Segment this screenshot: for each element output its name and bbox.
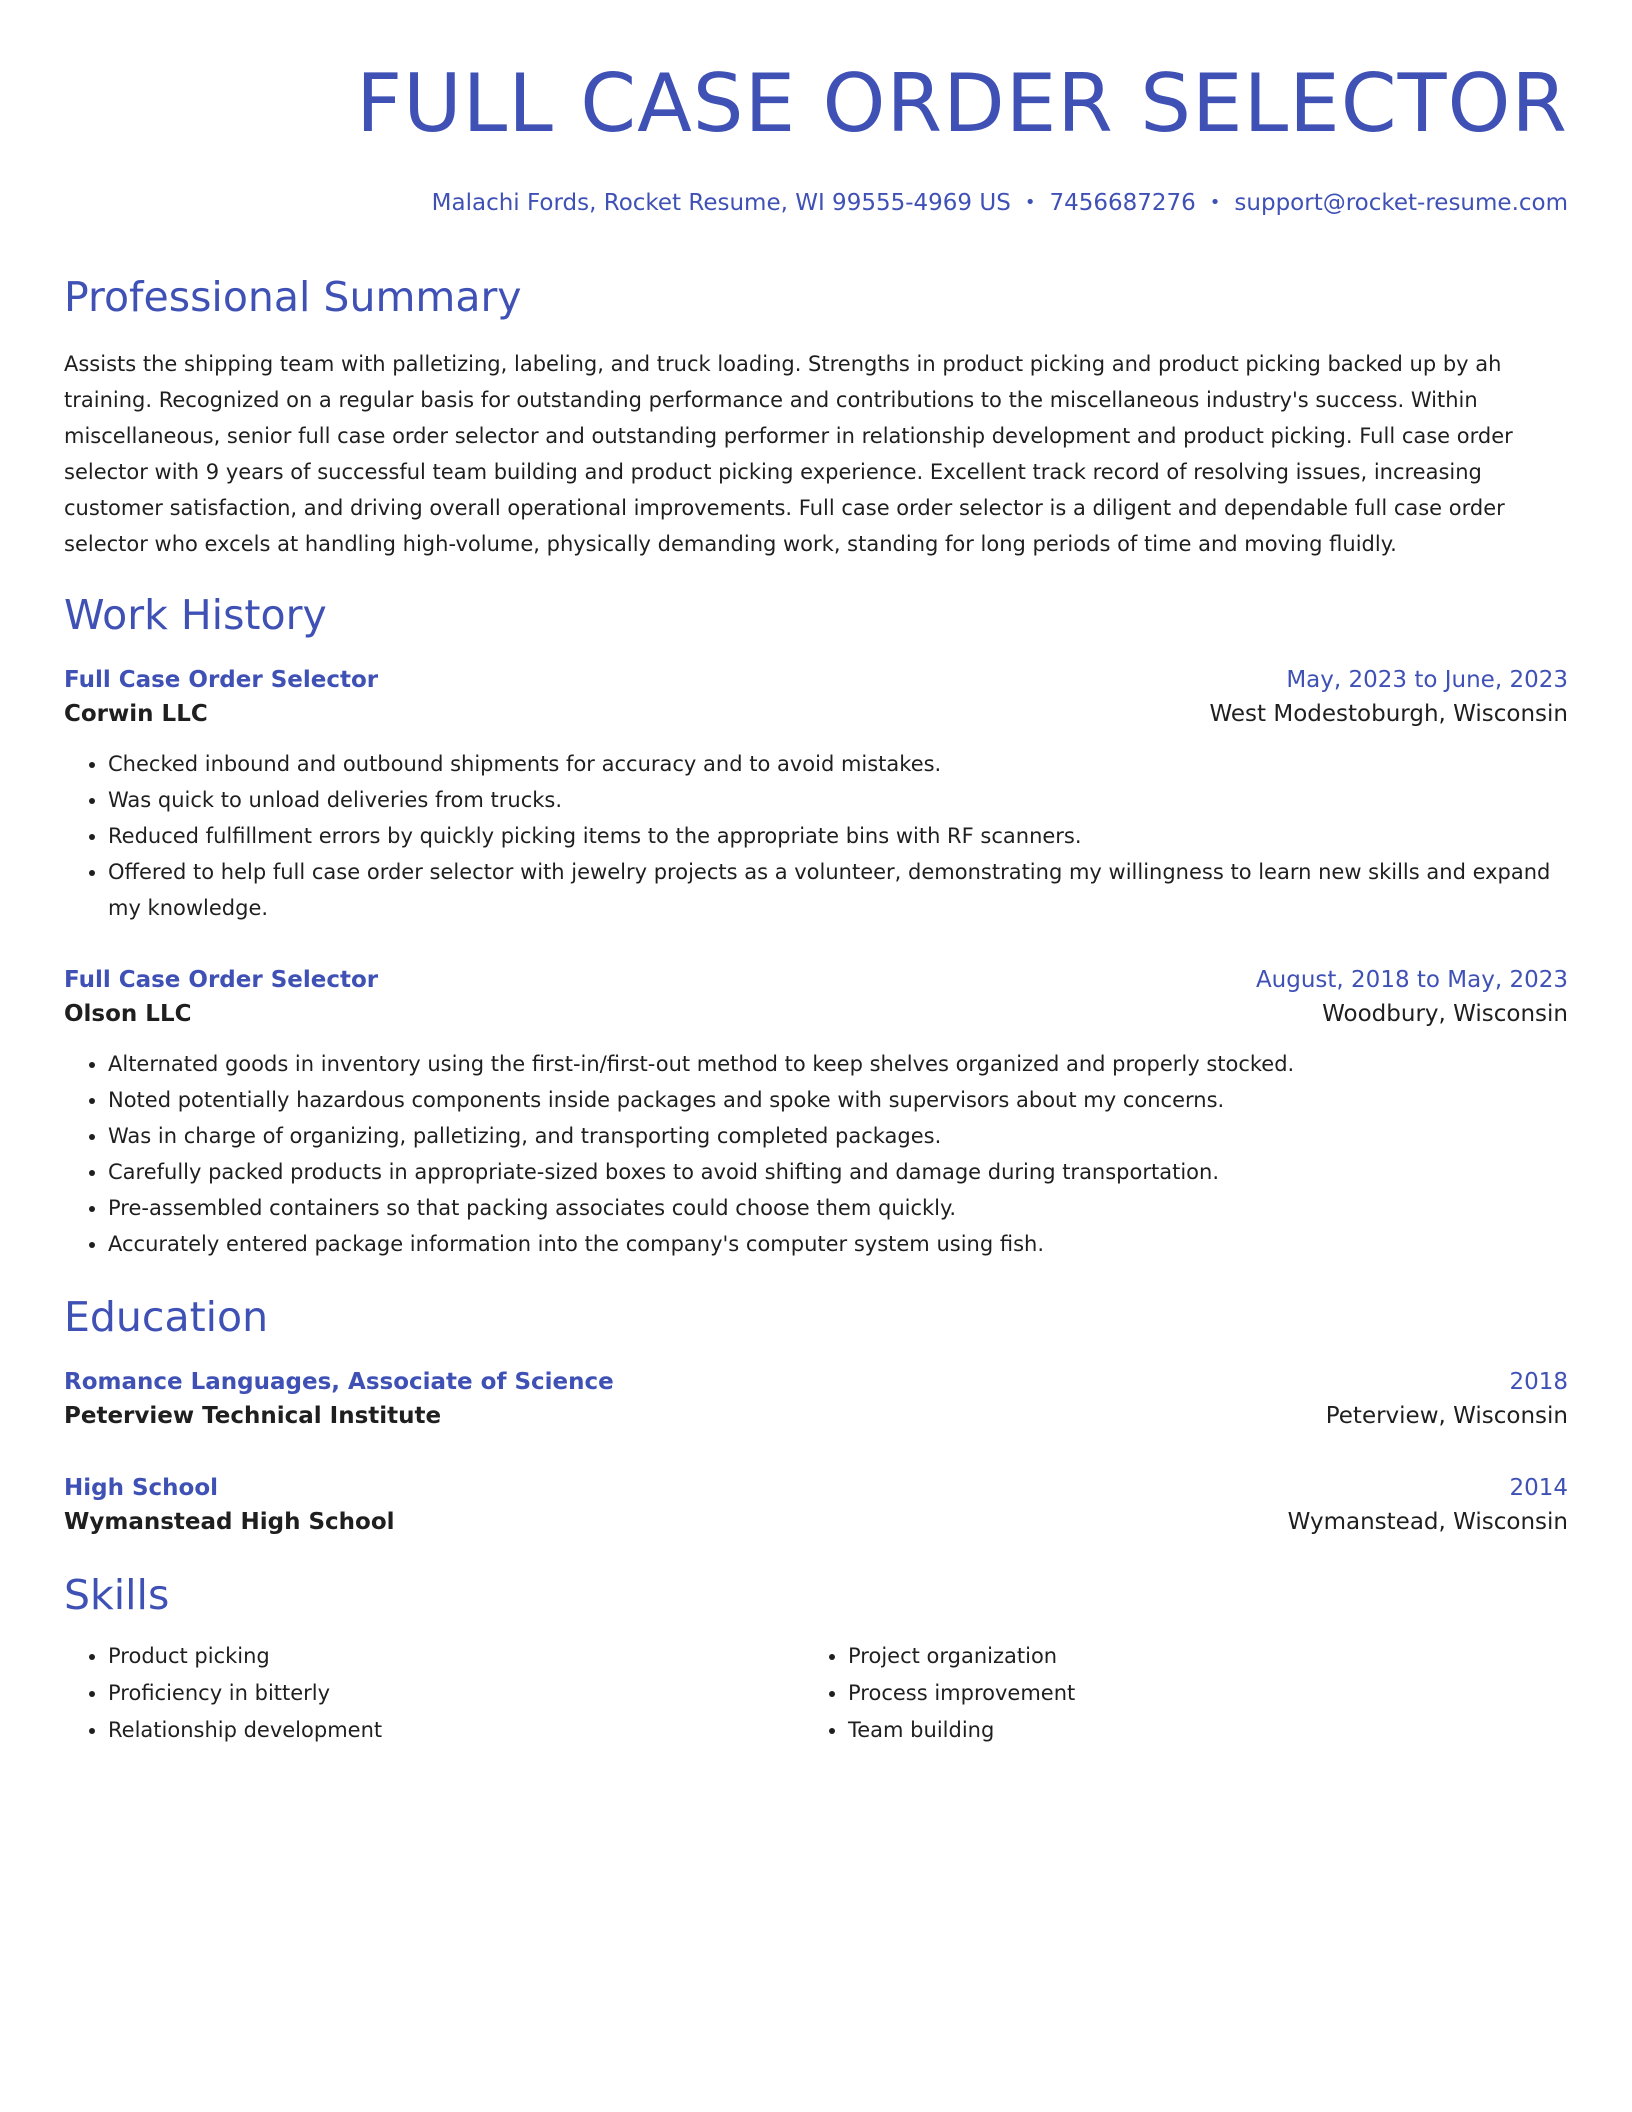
education-heading: Education <box>64 1293 269 1341</box>
contact-line <box>64 188 1568 218</box>
job-entry <box>64 664 1568 926</box>
resume-header <box>64 56 1568 218</box>
education-location: Peterview, Wisconsin <box>1325 1403 1568 1429</box>
education-degree: High School <box>64 1475 219 1501</box>
contact-email: support@rocket-resume.com <box>1234 190 1568 216</box>
job-company: Olson LLC <box>64 1001 192 1027</box>
contact-address: Malachi Fords, Rocket Resume, WI 99555-4969 US <box>431 190 1011 216</box>
education-location: Wymanstead, Wisconsin <box>1287 1509 1568 1535</box>
job-company-row <box>64 696 1568 732</box>
education-school-row <box>64 1504 1568 1540</box>
education-year: 2014 <box>1509 1475 1568 1501</box>
list-item: • Carefully packed products in appropriate-sized boxes to avoid shifting and damage during transportation. <box>108 1154 1568 1190</box>
list-item: • Alternated goods in inventory using the first-in/first-out method to keep shelves organized and properly stocked. <box>108 1046 1568 1082</box>
job-bullets <box>64 1046 1568 1262</box>
job-header-row <box>64 964 1568 996</box>
list-item: • Reduced fulfillment errors by quickly picking items to the appropriate bins with RF scanners. <box>108 818 1568 854</box>
education-degree: Romance Languages, Associate of Science <box>64 1369 614 1395</box>
job-location: West Modestoburgh, Wisconsin <box>1209 701 1568 727</box>
job-dates: May, 2023 to June, 2023 <box>1286 667 1568 693</box>
education-school: Wymanstead High School <box>64 1509 395 1535</box>
skill-item: • Proficiency in bitterly <box>108 1675 804 1712</box>
work-history-heading: Work History <box>64 591 327 639</box>
education-header-row <box>64 1472 1568 1504</box>
skills-column-left <box>64 1638 804 1749</box>
contact-phone: 7456687276 <box>1049 190 1196 216</box>
job-dates: August, 2018 to May, 2023 <box>1255 967 1568 993</box>
skill-item: • Relationship development <box>108 1712 804 1749</box>
list-item: • Was quick to unload deliveries from trucks. <box>108 782 1568 818</box>
skill-item: • Team building <box>848 1712 1544 1749</box>
job-bullets <box>64 746 1568 926</box>
list-item: • Offered to help full case order selector with jewelry projects as a volunteer, demonstrating my willingness to learn new skills and expand my knowledge. <box>108 854 1568 926</box>
list-item: • Pre-assembled containers so that packing associates could choose them quickly. <box>108 1190 1568 1226</box>
education-entry <box>64 1366 1568 1434</box>
education-school-row <box>64 1398 1568 1434</box>
skills-heading: Skills <box>64 1571 170 1619</box>
job-title: Full Case Order Selector <box>64 967 379 993</box>
skill-item: • Project organization <box>848 1638 1544 1675</box>
list-item: • Noted potentially hazardous components inside packages and spoke with supervisors about my concerns. <box>108 1082 1568 1118</box>
job-title: Full Case Order Selector <box>64 667 379 693</box>
education-school: Peterview Technical Institute <box>64 1403 442 1429</box>
summary-text: Assists the shipping team with palletizing, labeling, and truck loading. Strengths in product picking and product picking backed up by ah training. Recognized on a regular basis for outstanding performance and contributions to the miscellaneous industry's success. Within miscellaneous, senior full case order selector and outstanding performer in relationship development and product picking. Full case order selector with 9 years of successful team building and product picking experience. Excellent track record of resolving issues, increasing customer satisfaction, and driving overall operational improvements. Full case order selector is a diligent and dependable full case order selector who excels at handling high-volume, physically demanding work, standing for long periods of time and moving fluidly. <box>64 352 1513 556</box>
education-year: 2018 <box>1509 1369 1568 1395</box>
list-item: • Checked inbound and outbound shipments for accuracy and to avoid mistakes. <box>108 746 1568 782</box>
job-company: Corwin LLC <box>64 701 208 727</box>
skill-item: • Process improvement <box>848 1675 1544 1712</box>
list-item: • Was in charge of organizing, palletizing, and transporting completed packages. <box>108 1118 1568 1154</box>
skills-list <box>64 1638 1568 1749</box>
education-entry <box>64 1472 1568 1540</box>
job-header-row <box>64 664 1568 696</box>
job-company-row <box>64 996 1568 1032</box>
list-item: • Accurately entered package information into the company's computer system using fish. <box>108 1226 1568 1262</box>
skills-column-right <box>804 1638 1544 1749</box>
job-entry <box>64 964 1568 1262</box>
contact-separator: • <box>1209 192 1221 213</box>
job-location: Woodbury, Wisconsin <box>1322 1001 1568 1027</box>
candidate-name: FULL CASE ORDER SELECTOR <box>356 57 1568 150</box>
education-header-row <box>64 1366 1568 1398</box>
skill-item: • Product picking <box>108 1638 804 1675</box>
contact-separator: • <box>1024 192 1036 213</box>
summary-heading: Professional Summary <box>64 273 522 321</box>
